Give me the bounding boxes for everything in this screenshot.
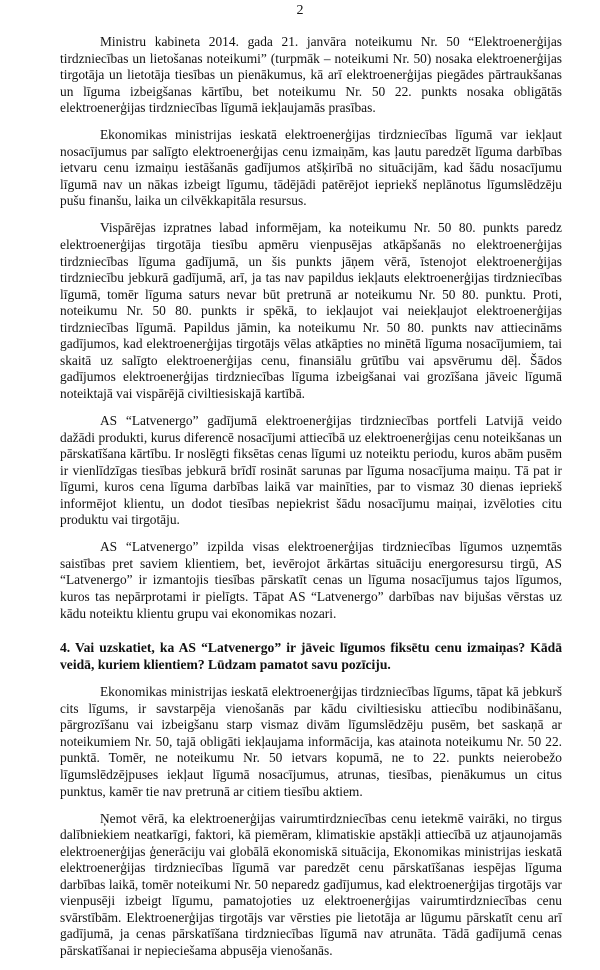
paragraph: Ekonomikas ministrijas ieskatā elektroenerģijas tirdzniecības līgumā var iekļaut nosacījumus par salīgto elektroenerģijas cenu izmaiņām, kas ļautu paredzēt līguma darbības ietvaru cenu izmaiņu iestāšanās gadījumos atšķirībā no situācijām, kad šādu nosacījumu līgumā nav un nākas izbeigt līgumu, tādējādi patērējot iepriekš neplānotus līgumslēdzēju pušu finanšu, laika un cilvēkkapitāla resursus. — [60, 127, 562, 209]
question-heading: 4. Vai uzskatiet, ka AS “Latvenergo” ir jāveic līgumos fiksētu cenu izmaiņas? Kādā veidā, kuriem klientiem? Lūdzam pamatot savu pozīciju. — [60, 640, 562, 672]
paragraph: AS “Latvenergo” gadījumā elektroenerģijas tirdzniecības portfeli Latvijā veido dažādi produkti, kurus diferencē nosacījumi attiecībā uz elektroenerģijas cenu noteikšanas un pārskatīšana kārtību. Ir noslēgti fiksētas cenas līgumi uz noteiktu periodu, kuros abām pusēm ir vienlīdzīgas tiesības jebkurā brīdī rosināt sarunas par līguma nosacījuma maiņu. Tā pat ir līgumi, kuros cena līguma darbības laikā var mainīties, par to vismaz 30 dienas iepriekš informējot klientu, un dodot tiesības nepiekrist šādu nosacījumu maiņai, izvēloties citu produktu vai tirgotāju. — [60, 412, 562, 528]
paragraph: Ņemot vērā, ka elektroenerģijas vairumtirdzniecības cenu ietekmē vairāki, no tirgus dalībniekiem neatkarīgi, faktori, kā piemēram, klimatiskie apstākļi attiecībā uz atjaunojamās elektroenerģijas ģenerāciju vai globālā ekonomiskā situācija, Ekonomikas ministrijas ieskatā elektroenerģijas tirdzniecības līgumā var paredzēt cenu pārskatīšanas iespējas līguma darbības laikā, tomēr noteikumi Nr. 50 neparedz gadījumus, kad elektroenerģijas tirgotājs var vienpusēji izbeigt līgumu, pamatojoties uz elektroenerģijas vairumtirdzniecības cenu svārstībām. Elektroenerģijas tirgotājs var vērsties pie lietotāja ar lūgumu pārskatīt cenu arī gadījumā, ja cenas pārskatīšana tirdzniecības līgumā nav atrunāta. Tādā gadījumā cenas pārskatīšanai ir nepieciešama abpusēja vienošanās. — [60, 810, 562, 958]
document-body — [60, 34, 562, 970]
page-number: 2 — [296, 3, 304, 18]
paragraph: Ekonomikas ministrijas ieskatā elektroenerģijas tirdzniecības līgums, tāpat kā jebkurš cits līgums, ir savstarpēja vienošanās par kādu civiltiesisku attiecību nodibināšanu, pārgrozīšanu vai izbeigšanu starp vismaz divām līgumslēdzēju pusēm, bet saskaņā ar noteikumiem Nr. 50, tajā obligāti iekļaujama informācija, kas atainota noteikumu Nr. 50 22. punktā. Tomēr, ne noteikumu Nr. 50 ietvars kopumā, ne to 22. punkts neierobežo līgumslēdzējpuses iekļaut līgumā nosacījumus, atrunas, tiesības, pienākumus un citus punktus, kamēr tie nav pretrunā ar citiem tiesību aktiem. — [60, 684, 562, 799]
paragraph: AS “Latvenergo” izpilda visas elektroenerģijas tirdzniecības līgumos uzņemtās saistības pret saviem klientiem, bet, ievērojot ārkārtas situāciju energoresursu tirgū, AS “Latvenergo” ir izmantojis tiesības pārskatīt cenas un līguma nosacījumus tajos līgumos, kuros tas nepārprotami ir pielīgts. Tāpat AS “Latvenergo” darbības nav bijušas vērstas uz kādu noteiktu klientu grupu vai ekonomikas nozari. — [60, 539, 562, 621]
paragraph: Vispārējas izpratnes labad informējam, ka noteikumu Nr. 50 80. punkts paredz elektroenerģijas tirgotāja tiesību apmēru vienpusējas atkāpšanās no elektroenerģijas tirdzniecības līguma gadījumā, un šis punkts jāņem vērā, īstenojot elektroenerģijas tirdzniecību jebkurā gadījumā, arī, ja tas nav papildus iekļauts elektroenerģijas tirdzniecības līgumā, tomēr līguma saturs nevar būt pretrunā ar noteikumu Nr. 50 80. punktu. Proti, noteikumu Nr. 50 80. punkts ir spēkā, to iekļaujot vai neiekļaujot elektroenerģijas tirdzniecības līgumā. Papildus jāmin, ka noteikumu Nr. 50 80. punkts nav attiecināms gadījumos, kad elektroenerģijas tirgotājs vēlas atkāpties no minētā līguma nosacījumiem, tai skaitā uz salīgto elektroenerģijas cenu, finansiālu grūtību vai apsvērumu dēļ. Šādos gadījumos elektroenerģijas tirdzniecības līguma izbeigšanai vai grozīšana jāveic līgumā noteiktajā vai vispārējā civiltiesiskajā kartībā. — [60, 220, 562, 401]
paragraph: Ministru kabineta 2014. gada 21. janvāra noteikumu Nr. 50 “Elektroenerģijas tirdzniecības un lietošanas noteikumi” (turpmāk – noteikumi Nr. 50) nosaka elektroenerģijas tirgotāja un lietotāja tiesības un pienākumus, kā arī elektroenerģijas piegādes pārtraukšanas un līguma izbeigšanas kārtību, bet noteikumu Nr. 50 22. punkts nosaka obligātās elektroenerģijas tirdzniecības līgumā iekļaujamās prasības. — [60, 34, 562, 116]
